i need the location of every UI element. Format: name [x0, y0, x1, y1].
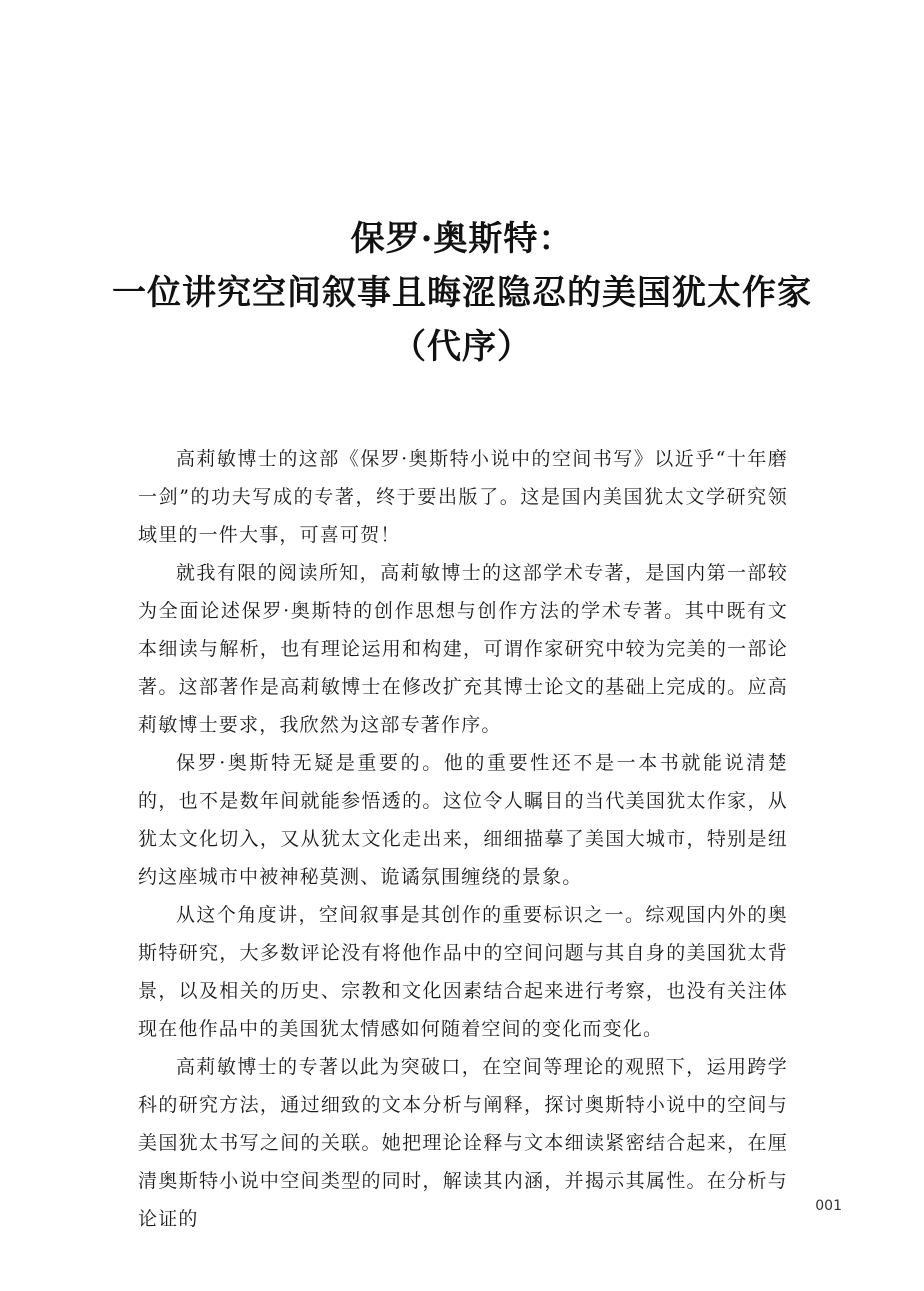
paragraph-5: 高莉敏博士的专著以此为突破口，在空间等理论的观照下，运用跨学科的研究方法，通过细致的文本分析与阐释，探讨奥斯特小说中的空间与美国犹太书写之间的关联。她把理论诠释与文本细读紧密结合起来，在厘清奥斯特小说中空间类型的同时，解读其内涵，并揭示其属性。在分析与论证的 — [138, 1056, 788, 1230]
title-line-1: 保罗·奥斯特： — [350, 219, 574, 259]
page-number: 001 — [815, 1198, 842, 1214]
title-line-2: 一位讲究空间叙事且晦涩隐忍的美国犹太作家 — [112, 273, 812, 313]
paragraph-4: 从这个角度讲，空间叙事是其创作的重要标识之一。综观国内外的奥斯特研究，大多数评论没有将他作品中的空间问题与其自身的美国犹太背景，以及相关的历史、宗教和文化因素结合起来进行考察，也没有关注体现在他作品中的美国犹太情感如何随着空间的变化而变化。 — [138, 904, 788, 1040]
title-block — [0, 212, 924, 374]
title-line-3: （代序） — [392, 327, 532, 367]
paragraph-2: 就我有限的阅读所知，高莉敏博士的这部学术专著，是国内第一部较为全面论述保罗·奥斯特的创作思想与创作方法的学术专著。其中既有文本细读与解析，也有理论运用和构建，可谓作家研究中较为完美的一部论著。这部著作是高莉敏博士在修改扩充其博士论文的基础上完成的。应高莉敏博士要求，我欣然为这部专著作序。 — [138, 562, 788, 736]
paragraph-3: 保罗·奥斯特无疑是重要的。他的重要性还不是一本书就能说清楚的，也不是数年间就能参悟透的。这位令人瞩目的当代美国犹太作家，从犹太文化切入，又从犹太文化走出来，细细描摹了美国大城市，特别是纽约这座城市中被神秘莫测、诡谲氛围缠绕的景象。 — [138, 752, 788, 888]
body-text — [138, 440, 788, 1238]
paragraph-1: 高莉敏博士的这部《保罗·奥斯特小说中的空间书写》以近乎“十年磨一剑”的功夫写成的专著，终于要出版了。这是国内美国犹太文学研究领域里的一件大事，可喜可贺！ — [138, 448, 788, 546]
